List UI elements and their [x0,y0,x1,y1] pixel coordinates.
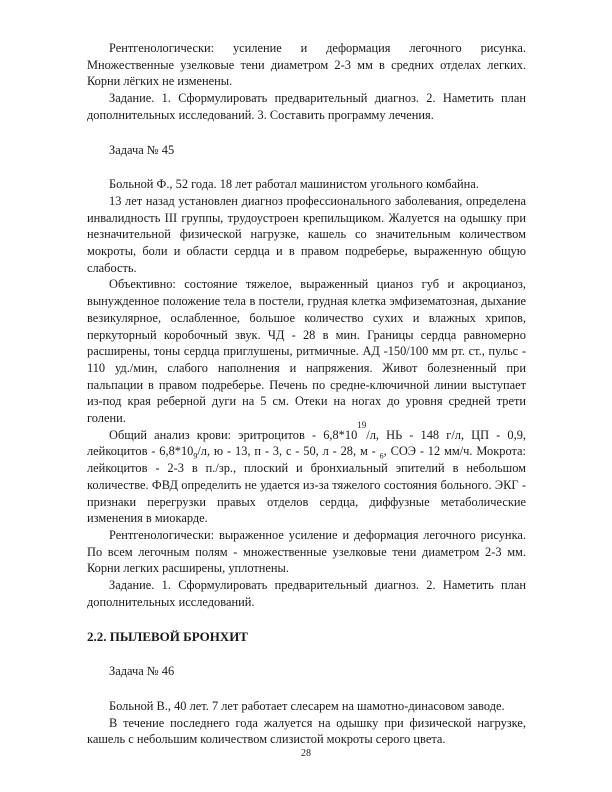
task-46-patient: Больной В., 40 лет. 7 лет работает слесарем на шамотно-динасовом заводе. [109,698,505,713]
section-heading: 2.2. ПЫЛЕВОЙ БРОНХИТ [87,628,248,644]
task-45-patient: Больной Ф., 52 года. 18 лет работал машинистом угольного комбайна. [109,177,479,192]
task-46-complaints: В течение последнего года жалуется на одышку при физической нагрузке, кашель с небольшим количеством слизистой мокроты серого цвета. [87,715,526,747]
task-45-history: 13 лет назад установлен диагноз профессионального заболевания, определена инвалидность III группы, трудоустроен крепильщиком. Жалуется на одышку при незначительной физической нагрузке, кашель со значительным количеством мокроты, боли и области сердца и в правом подреберье, выраженную общую слабость. [87,193,526,275]
task-45-assignment: Задание. 1. Сформулировать предварительный диагноз. 2. Наметить план дополнительных исследований. [87,578,526,609]
task-46-title: Задача № 46 [109,664,175,679]
task-45-blood-test: Общий анализ крови: эритроцитов - $6,8*10^{19}/л$, НЬ - 148 г/л, ЦП - 0,9, лейкоцитов - $6,8*10_9/л$, ю - 13, п - 3, с - 50, л - 28, м - $_6$, СОЭ - 12 мм/ч. Мокрота: лейкоцитов - 2-3 в п./зр., плоский и бронхиальный эпителий в небольшом количестве. ФВД определить не удается из-за тяжелого состояния больного. ЭКГ - признаки перегрузки правых отделов сердца, диффузные метаболические изменения в миокарде. [87,419,526,526]
page-number: 28 [301,748,311,759]
task-45-objective: Объективно: состояние тяжелое, выраженный цианоз губ и акроцианоз, вынужденное положение тела в постели, грудная клетка эмфизематозная, дыхание везикулярное, ослабленное, большое количество сухих и влажных хрипов, перкуторный коробочный звук. ЧД - 28 в мин. Границы сердца равномерно расширены, тоны сердца приглушены, ритмичные. АД -150/100 мм рт. ст., пульс - 110 уд./мин, слабого наполнения и напряжения. Живот болезненный при пальпации в правом подреберье. Печень по средне-ключичной линии выступает из-под края реберной дуги на 5 см. Отеки на ногах до уровня средней трети голени. [87,277,526,426]
task-45-xray: Рентгенологически: выраженное усиление и деформация легочного рисунка. По всем легочным полям - множественные узелковые тени диаметром 2-3 мм. Корни легких расширены, уплотнены. [87,527,526,576]
task-45-title: Задача № 45 [109,142,175,157]
assignment-paragraph-prev: Задание. 1. Сформулировать предварительный диагноз. 2. Наметить план дополнительных исследований. 3. Составить программу лечения. [87,91,526,122]
xray-paragraph-prev: Рентгенологически: усиление и деформация легочного рисунка. Множественные узелковые тени диаметром 2-3 мм в средних отделах легких. Корни лёгких не изменены. [87,41,526,89]
